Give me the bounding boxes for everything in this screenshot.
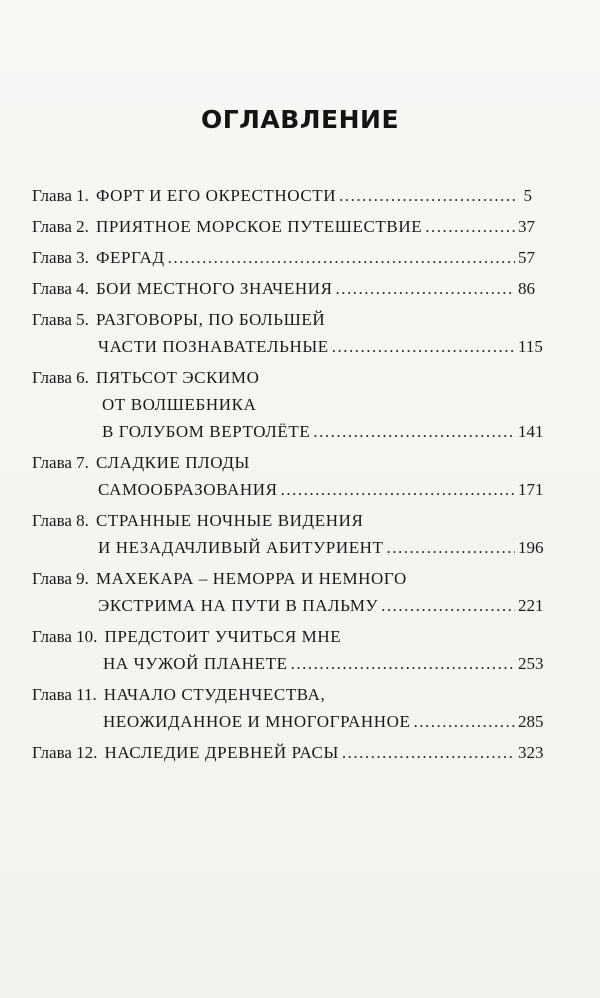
leader-dots bbox=[387, 534, 515, 561]
chapter-number: Глава 1. bbox=[32, 186, 89, 205]
toc-line bbox=[32, 391, 532, 418]
chapter-number: Глава 7. bbox=[32, 453, 89, 472]
toc-line bbox=[32, 449, 532, 476]
page-number: 57 bbox=[518, 248, 535, 267]
chapter-title-line: В ГОЛУБОМ ВЕРТОЛЁТЕ bbox=[102, 422, 311, 441]
toc-entry bbox=[32, 182, 532, 209]
leader-dots bbox=[336, 275, 515, 302]
page-number: 285 bbox=[518, 712, 544, 731]
chapter-title-line: ЭКСТРИМА НА ПУТИ В ПАЛЬМУ bbox=[98, 596, 379, 615]
toc-line bbox=[32, 418, 544, 445]
toc-line bbox=[32, 681, 532, 708]
toc-entry bbox=[32, 623, 544, 677]
chapter-title-line: НА ЧУЖОЙ ПЛАНЕТЕ bbox=[103, 654, 288, 673]
page-number: 221 bbox=[518, 596, 544, 615]
chapter-title-line: ФЕРГАД bbox=[95, 248, 165, 267]
page-number: 196 bbox=[518, 538, 544, 557]
page-number: 323 bbox=[518, 743, 544, 762]
chapter-number: Глава 5. bbox=[32, 310, 89, 329]
toc-line bbox=[32, 739, 544, 766]
leader-dots bbox=[413, 708, 515, 735]
toc-entry bbox=[32, 306, 543, 360]
leader-dots bbox=[342, 739, 515, 766]
chapter-number: Глава 12. bbox=[32, 743, 98, 762]
leader-dots bbox=[291, 650, 515, 677]
toc-line bbox=[32, 534, 544, 561]
toc-line bbox=[32, 244, 535, 271]
chapter-number: Глава 11. bbox=[32, 685, 97, 704]
chapter-title-line: НАСЛЕДИЕ ДРЕВНЕЙ РАСЫ bbox=[104, 743, 339, 762]
toc-line bbox=[32, 333, 543, 360]
chapter-number: Глава 4. bbox=[32, 279, 89, 298]
chapter-title-line: ПРЕДСТОИТ УЧИТЬСЯ МНЕ bbox=[104, 627, 342, 646]
page-number: 253 bbox=[518, 654, 544, 673]
chapter-title-line: И НЕЗАДАЧЛИВЫЙ АБИТУРИЕНТ bbox=[98, 538, 384, 557]
chapter-title-line: РАЗГОВОРЫ, ПО БОЛЬШЕЙ bbox=[95, 310, 326, 329]
chapter-title-line: МАХЕКАРА – НЕМОРРА И НЕМНОГО bbox=[95, 569, 407, 588]
chapter-title-line: ПРИЯТНОЕ МОРСКОЕ ПУТЕШЕСТВИЕ bbox=[95, 217, 423, 236]
toc-entry bbox=[32, 244, 535, 271]
chapter-number: Глава 10. bbox=[32, 627, 98, 646]
chapter-title-line: ПЯТЬСОТ ЭСКИМО bbox=[95, 368, 260, 387]
chapter-title-line: СЛАДКИЕ ПЛОДЫ bbox=[95, 453, 250, 472]
toc-line bbox=[32, 182, 532, 209]
page-number: 5 bbox=[523, 186, 532, 205]
chapter-number: Глава 3. bbox=[32, 248, 89, 267]
toc-entry bbox=[32, 213, 535, 240]
toc-entry bbox=[32, 275, 535, 302]
leader-dots bbox=[332, 333, 515, 360]
toc-line bbox=[32, 364, 532, 391]
leader-dots bbox=[168, 244, 515, 271]
chapter-title-line: САМООБРАЗОВАНИЯ bbox=[98, 480, 278, 499]
chapter-title-line: ЧАСТИ ПОЗНАВАТЕЛЬНЫЕ bbox=[98, 337, 329, 356]
page-number: 115 bbox=[518, 337, 543, 356]
chapter-number: Глава 2. bbox=[32, 217, 89, 236]
table-of-contents bbox=[32, 182, 544, 770]
page-number: 141 bbox=[518, 422, 544, 441]
toc-line bbox=[32, 213, 535, 240]
toc-line bbox=[32, 708, 544, 735]
page-number: 171 bbox=[518, 480, 544, 499]
chapter-number: Глава 9. bbox=[32, 569, 89, 588]
chapter-title-line: НЕОЖИДАННОЕ И МНОГОГРАННОЕ bbox=[103, 712, 411, 731]
toc-entry bbox=[32, 681, 544, 735]
chapter-title-line: ФОРТ И ЕГО ОКРЕСТНОСТИ bbox=[95, 186, 337, 205]
leader-dots bbox=[381, 592, 515, 619]
toc-line bbox=[32, 650, 544, 677]
chapter-title-line: ОТ ВОЛШЕБНИКА bbox=[102, 395, 257, 414]
page-title: ОГЛАВЛЕНИЕ bbox=[200, 105, 400, 134]
leader-dots bbox=[281, 476, 515, 503]
chapter-title-line: НАЧАЛО СТУДЕНЧЕСТВА, bbox=[103, 685, 326, 704]
leader-dots bbox=[339, 182, 515, 209]
toc-line bbox=[32, 306, 532, 333]
toc-line bbox=[32, 275, 535, 302]
page-number: 86 bbox=[518, 279, 535, 298]
toc-entry bbox=[32, 507, 544, 561]
toc-line bbox=[32, 592, 544, 619]
toc-line bbox=[32, 507, 532, 534]
chapter-number: Глава 6. bbox=[32, 368, 89, 387]
toc-entry bbox=[32, 364, 544, 445]
chapter-title-line: БОИ МЕСТНОГО ЗНАЧЕНИЯ bbox=[95, 279, 333, 298]
toc-line bbox=[32, 476, 544, 503]
toc-entry bbox=[32, 449, 544, 503]
leader-dots bbox=[313, 418, 515, 445]
leader-dots bbox=[425, 213, 515, 240]
toc-line bbox=[32, 565, 532, 592]
chapter-number: Глава 8. bbox=[32, 511, 89, 530]
page-number: 37 bbox=[518, 217, 535, 236]
toc-line bbox=[32, 623, 532, 650]
chapter-title-line: СТРАННЫЕ НОЧНЫЕ ВИДЕНИЯ bbox=[95, 511, 364, 530]
toc-entry bbox=[32, 739, 544, 766]
toc-entry bbox=[32, 565, 544, 619]
